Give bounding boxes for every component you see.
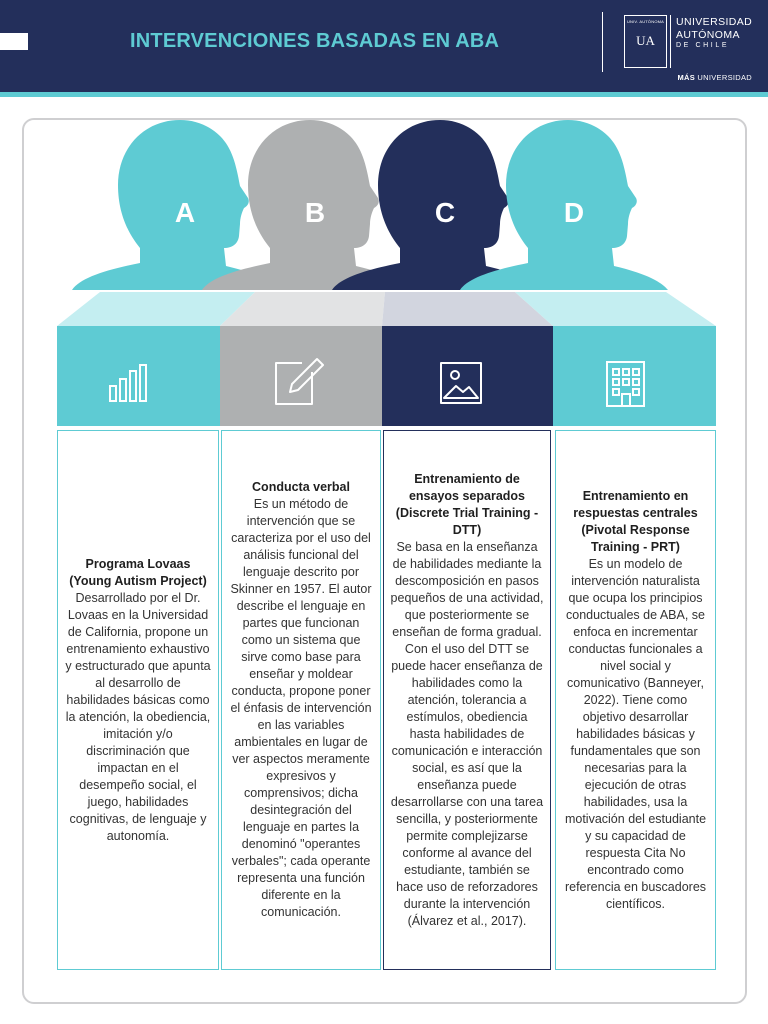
logo-line-3: DE CHILE [676,42,730,49]
icon-band-c [382,326,553,426]
card-body: Se basa en la enseñanza de habilidades mediante la descomposición en pasos pequeños de una actividad, que posteriormente se enseñan de forma gradual. Con el uso del DTT se puede hacer enseñanza de habilidades como la atención, tolerancia a estímulos, obediencia hasta habilidades de comunicación e interacción social, es así que la enseñanza puede desarrollarse con una tarea sencilla, y posteriormente permite complejizarse conforme al avance del estudiante, también se hace uso de reforzadores durante la intervención (Álvarez et al., 2017). [390,539,544,928]
icon-band-a [57,326,220,426]
image-icon [382,326,553,426]
card-conducta-verbal [221,430,381,970]
tagline-bold: MÁS [677,73,696,82]
card-body: Es un modelo de intervención naturalista que ocupa los principios conductuales de ABA, se enfoca en incrementar conductas funcionales a nivel social y comunicativo (Banneyer, 2022). Tiene como objetivo desarrollar habilidades básicas y fundamentales que son necesarias para la ejecución de otras habilidades, usa la motivación del estudiante y su capacidad de respuesta Cita No encontrado como referencia en buscadores científicos. [564,556,707,911]
card-body: Desarrollado por el Dr. Lovaas en la Universidad de California, propone un entrenamiento exhaustivo y estructurado que apunta al desarrollo de habilidades básicas como la atención, la obediencia, imitación y/o discriminación que impactan en el desempeño social, el juego, habilidades cognitivas, de lenguaje y autonomía. [65,590,211,843]
card-title: Conducta verbal [252,480,350,494]
edit-note-icon [220,326,382,426]
tagline-rest: UNIVERSIDAD [695,73,752,82]
building-icon [553,326,716,426]
card-title: Entrenamiento de ensayos separados (Discrete Trial Training - DTT) [395,471,539,537]
icon-band-b [220,326,382,426]
card-lovaas [57,430,219,970]
card-body: Es un método de intervención que se caracteriza por el uso del análisis funcional del lenguaje descrito por Skinner en 1957. El autor describe el lenguaje en partes que funcionan como un sistema que sirve como base para enseñar y moldear conducta, propone poner el énfasis de intervención en las variables ambientales en lugar de ver aspectos meramente expresivos y comprensivos; dicha desintegración del lenguaje en partes la denominó "operantes verbales"; cada operante representa una función diferente en la comunicación. [230,497,372,919]
head-letter-d: D [563,197,585,228]
card-title: Programa Lovaas (Young Autism Project) [69,556,207,588]
heads-illustration [0,0,768,330]
icon-band-d [553,326,716,426]
card-dtt [383,430,551,970]
bar-chart-icon [57,326,220,426]
logo-line-1: UNIVERSIDAD [676,16,753,28]
logo-monogram: UA [636,33,655,48]
head-letter-a: A [174,197,196,228]
head-letter-b: B [304,197,326,228]
card-prt [555,430,716,970]
head-letter-c: C [434,197,456,228]
logo-box-caption: UNIV. AUTÓNOMA [626,19,665,24]
logo-line-2: AUTÓNOMA [676,28,740,41]
card-title: Entrenamiento en respuestas centrales (Pivotal Response Training - PRT) [573,488,698,554]
page-title: INTERVENCIONES BASADAS EN ABA [130,30,500,52]
